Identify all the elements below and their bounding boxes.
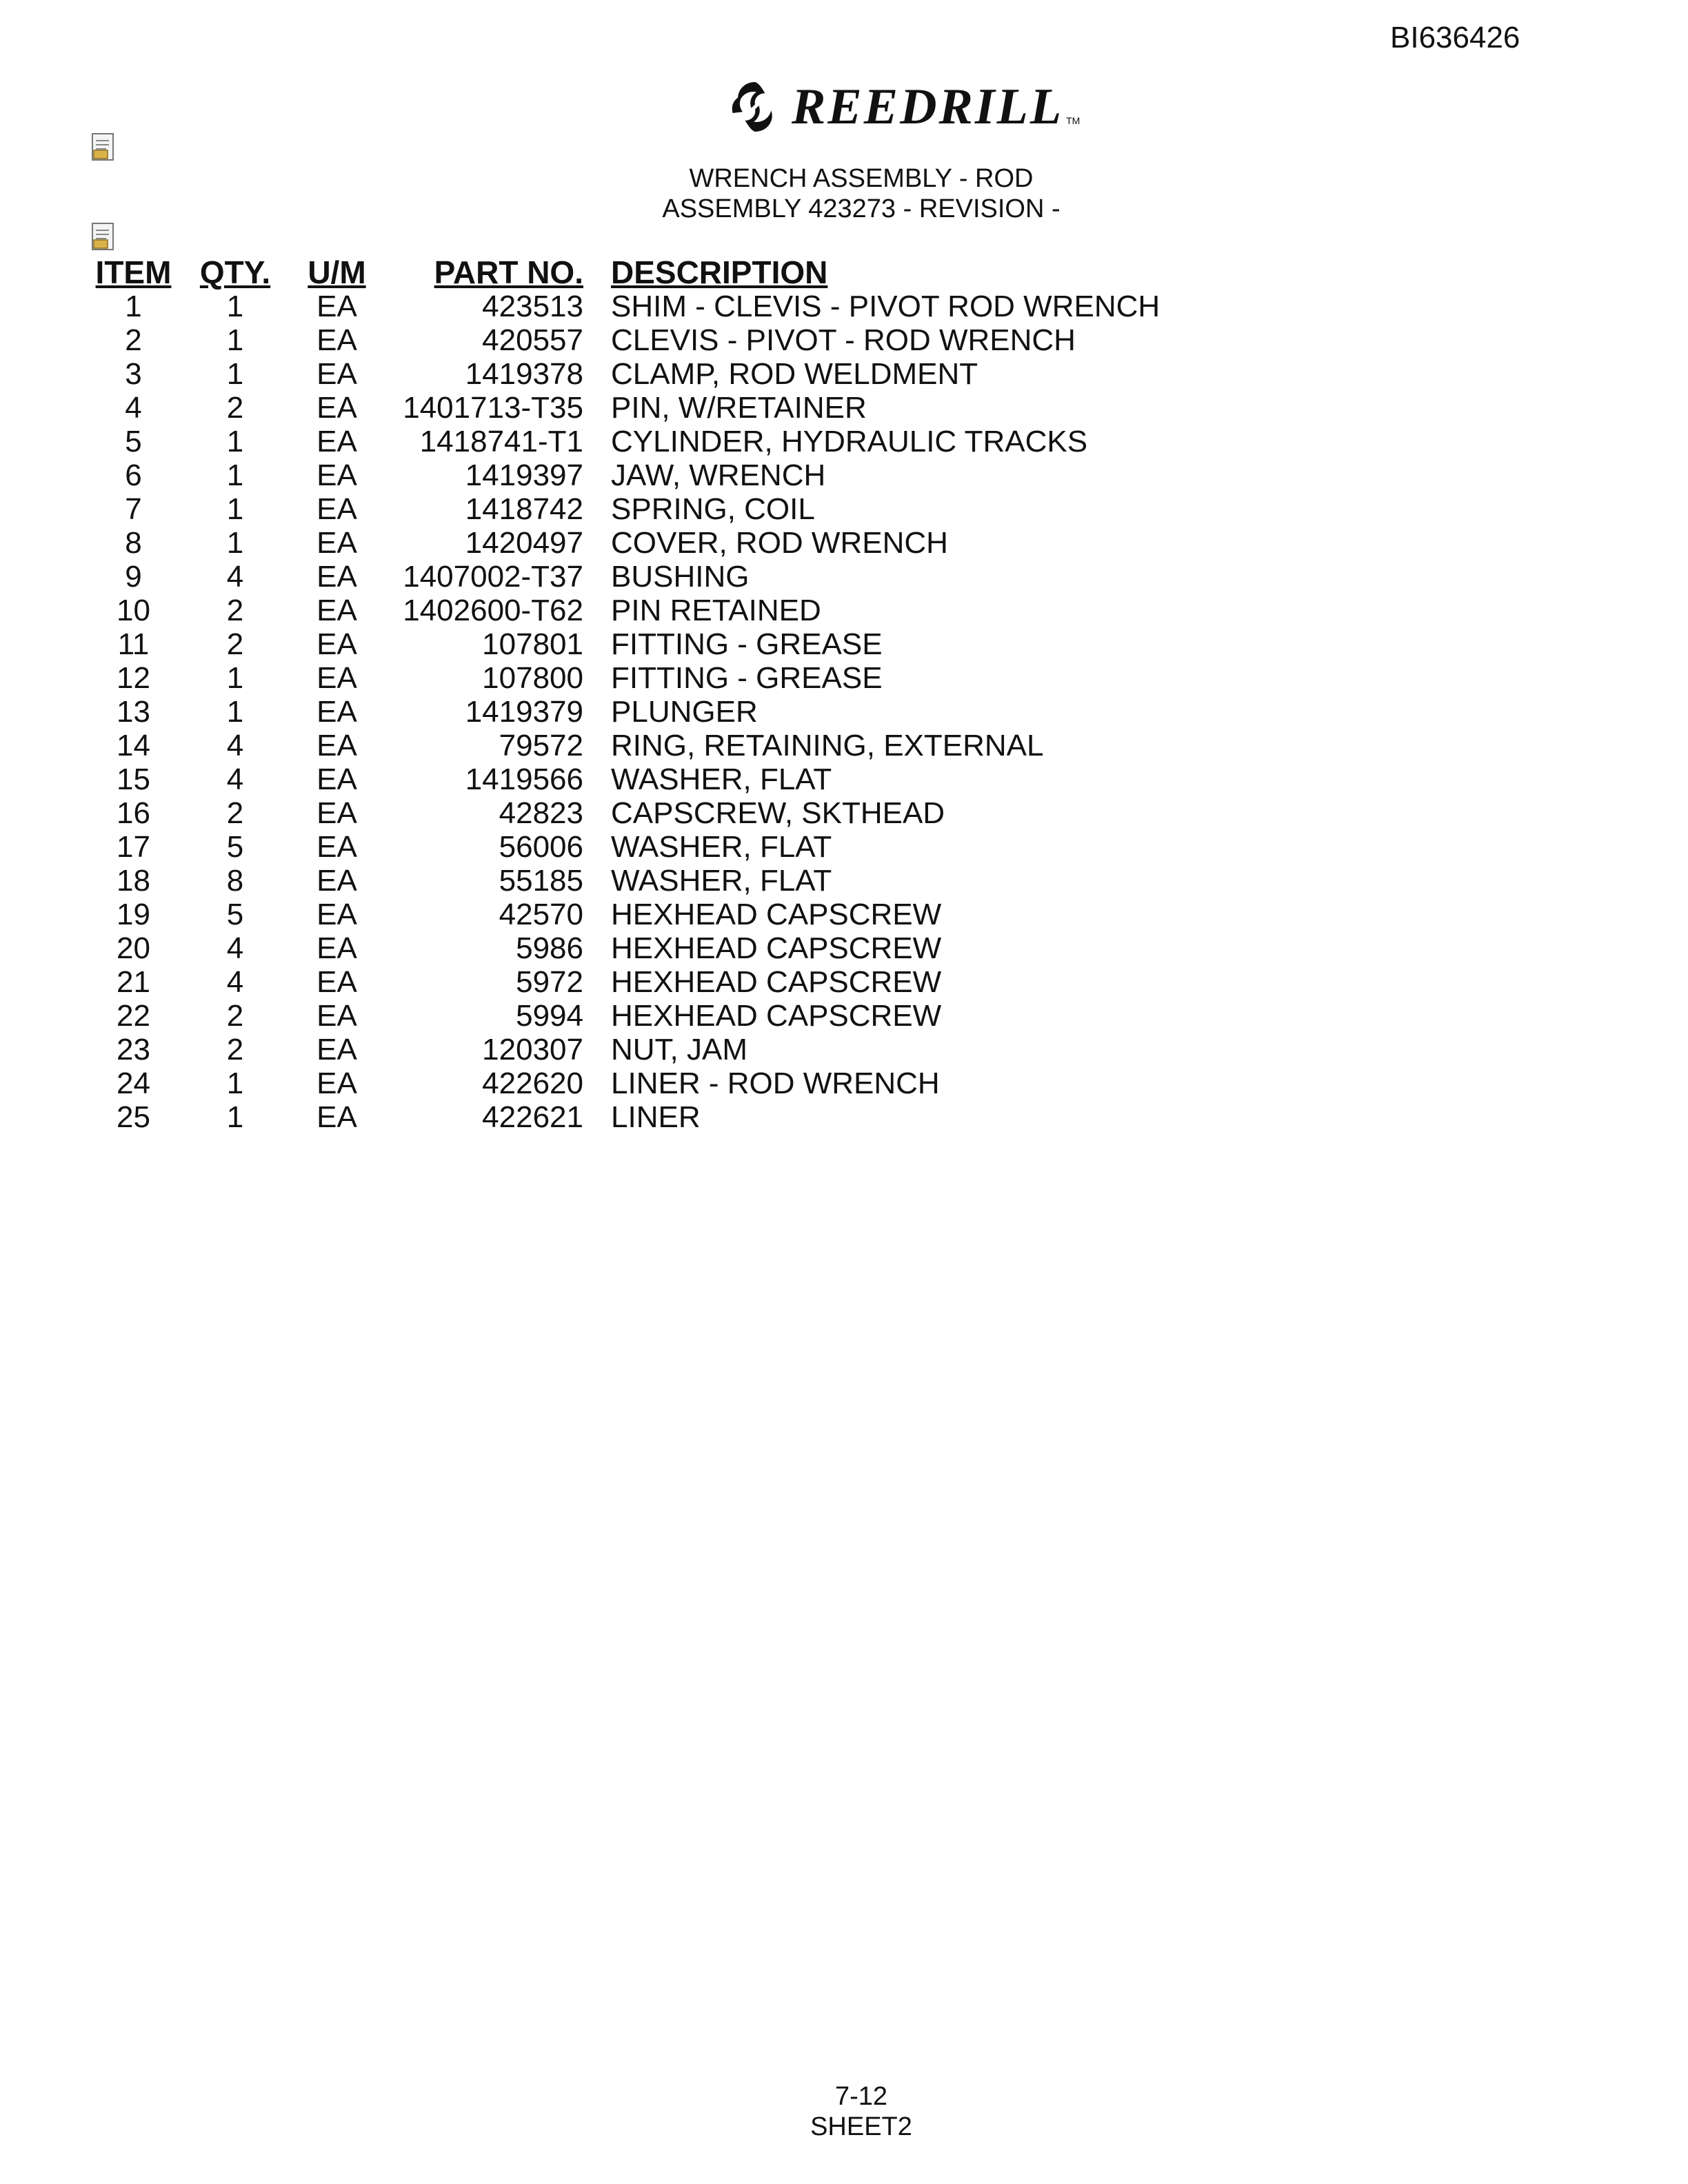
assembly-subtitle: ASSEMBLY 423273 - REVISION - [662,194,1061,223]
cell-part-no: 107801 [482,627,583,661]
cell-description: HEXHEAD CAPSCREW [611,931,942,965]
table-row [87,965,1232,999]
table-row [87,1066,1232,1100]
cell-item: 14 [117,729,150,762]
cell-part-no: 56006 [499,830,583,864]
cell-um: EA [316,661,357,695]
cell-um: EA [316,931,357,965]
cell-um: EA [316,391,357,425]
cell-qty: 8 [226,864,244,898]
table-row [87,830,1232,864]
cell-um: EA [316,357,357,391]
table-row [87,898,1232,931]
table-row [87,999,1232,1033]
cell-item: 22 [117,999,150,1033]
cell-um: EA [316,594,357,627]
table-row [87,357,1232,391]
page-number: 7-12 [834,2082,888,2111]
cell-description: PIN, W/RETAINER [611,391,867,425]
trademark-mark: TM [1066,115,1081,126]
assembly-title: WRENCH ASSEMBLY - ROD [689,164,1034,193]
cell-part-no: 5994 [516,999,583,1033]
cell-part-no: 5986 [516,931,583,965]
column-header-qty: QTY. [199,254,271,290]
cell-qty: 1 [226,290,244,323]
cell-um: EA [316,425,357,458]
cell-um: EA [316,627,357,661]
cell-item: 10 [117,594,150,627]
document-id: BI636426 [1390,21,1520,54]
document-attachment-icon[interactable] [91,222,117,251]
cell-item: 1 [125,290,142,323]
cell-um: EA [316,458,357,492]
cell-part-no: 79572 [499,729,583,762]
cell-um: EA [316,1033,357,1066]
cell-qty: 2 [226,1033,244,1066]
cell-qty: 4 [226,560,244,594]
cell-qty: 1 [226,1066,244,1100]
cell-qty: 1 [226,425,244,458]
column-header-part-no: PART NO. [434,254,583,290]
cell-um: EA [316,796,357,830]
cell-qty: 1 [226,661,244,695]
cell-item: 24 [117,1066,150,1100]
cell-um: EA [316,864,357,898]
cell-item: 12 [117,661,150,695]
cell-item: 17 [117,830,150,864]
table-row [87,762,1232,796]
table-row [87,729,1232,762]
table-row [87,627,1232,661]
column-header-item: ITEM [95,254,172,290]
cell-um: EA [316,1100,357,1134]
cell-um: EA [316,290,357,323]
cell-qty: 5 [226,898,244,931]
cell-part-no: 1418741-T1 [419,425,583,458]
cell-part-no: 422621 [482,1100,583,1134]
table-row [87,1100,1232,1134]
cell-description: JAW, WRENCH [611,458,826,492]
cell-description: CLEVIS - PIVOT - ROD WRENCH [611,323,1076,357]
cell-description: BUSHING [611,560,750,594]
cell-um: EA [316,729,357,762]
cell-description: FITTING - GREASE [611,661,883,695]
cell-part-no: 120307 [482,1033,583,1066]
table-row [87,526,1232,560]
cell-item: 16 [117,796,150,830]
cell-um: EA [316,898,357,931]
cell-qty: 5 [226,830,244,864]
cell-part-no: 1419566 [465,762,583,796]
cell-um: EA [316,762,357,796]
cell-part-no: 1419379 [465,695,583,729]
cell-item: 19 [117,898,150,931]
cell-part-no: 1419378 [465,357,583,391]
cell-um: EA [316,526,357,560]
cell-part-no: 420557 [482,323,583,357]
cell-description: RING, RETAINING, EXTERNAL [611,729,1044,762]
cell-description: HEXHEAD CAPSCREW [611,965,942,999]
parts-table [87,251,1232,1134]
cell-description: WASHER, FLAT [611,864,832,898]
cell-description: WASHER, FLAT [611,762,832,796]
cell-part-no: 107800 [482,661,583,695]
cell-um: EA [316,695,357,729]
cell-part-no: 1402600-T62 [403,594,583,627]
logo-wordmark: REEDRILL [792,78,1064,135]
cell-description: WASHER, FLAT [611,830,832,864]
cell-item: 5 [125,425,142,458]
cell-description: SHIM - CLEVIS - PIVOT ROD WRENCH [611,290,1160,323]
cell-item: 18 [117,864,150,898]
cell-description: COVER, ROD WRENCH [611,526,948,560]
cell-part-no: 1401713-T35 [403,391,583,425]
reedrill-logo [724,76,1080,138]
cell-qty: 4 [226,762,244,796]
cell-item: 4 [125,391,142,425]
cell-item: 8 [125,526,142,560]
cell-item: 3 [125,357,142,391]
table-row [87,560,1232,594]
cell-item: 15 [117,762,150,796]
cell-item: 23 [117,1033,150,1066]
cell-um: EA [316,492,357,526]
cell-qty: 1 [226,458,244,492]
column-header-um: U/M [308,254,366,290]
table-row [87,864,1232,898]
cell-qty: 2 [226,594,244,627]
cell-um: EA [316,560,357,594]
cell-qty: 2 [226,999,244,1033]
cell-part-no: 423513 [482,290,583,323]
table-row [87,425,1232,458]
column-header-description: DESCRIPTION [611,254,828,290]
cell-item: 7 [125,492,142,526]
cell-description: PIN RETAINED [611,594,821,627]
cell-qty: 1 [226,323,244,357]
table-row [87,290,1232,323]
cell-qty: 1 [226,357,244,391]
cell-part-no: 1407002-T37 [403,560,583,594]
cell-item: 25 [117,1100,150,1134]
table-row [87,931,1232,965]
cell-item: 6 [125,458,142,492]
cell-description: HEXHEAD CAPSCREW [611,898,942,931]
cell-description: CYLINDER, HYDRAULIC TRACKS [611,425,1088,458]
cell-qty: 2 [226,627,244,661]
table-row [87,695,1232,729]
cell-part-no: 42823 [499,796,583,830]
table-row [87,323,1232,357]
table-header-row [87,251,1232,290]
cell-item: 9 [125,560,142,594]
cell-qty: 1 [226,492,244,526]
cell-qty: 4 [226,729,244,762]
cell-um: EA [316,830,357,864]
sheet-label: SHEET2 [810,2112,912,2141]
cell-part-no: 42570 [499,898,583,931]
cell-description: LINER [611,1100,701,1134]
cell-part-no: 1420497 [465,526,583,560]
cell-qty: 4 [226,965,244,999]
cell-description: SPRING, COIL [611,492,815,526]
cell-part-no: 5972 [516,965,583,999]
cell-part-no: 1418742 [465,492,583,526]
cell-item: 2 [125,323,142,357]
table-row [87,391,1232,425]
cell-description: FITTING - GREASE [611,627,883,661]
cell-qty: 2 [226,796,244,830]
cell-description: NUT, JAM [611,1033,747,1066]
cell-qty: 1 [226,1100,244,1134]
cell-um: EA [316,323,357,357]
table-row [87,661,1232,695]
cell-item: 13 [117,695,150,729]
cell-qty: 2 [226,391,244,425]
cell-item: 20 [117,931,150,965]
cell-description: HEXHEAD CAPSCREW [611,999,942,1033]
table-row [87,594,1232,627]
cell-qty: 1 [226,695,244,729]
cell-qty: 1 [226,526,244,560]
cell-um: EA [316,999,357,1033]
table-row [87,1033,1232,1066]
cell-part-no: 55185 [499,864,583,898]
cell-qty: 4 [226,931,244,965]
cell-part-no: 422620 [482,1066,583,1100]
reedrill-swirl-logo-icon [724,76,786,138]
cell-um: EA [316,1066,357,1100]
cell-description: PLUNGER [611,695,758,729]
cell-description: CAPSCREW, SKTHEAD [611,796,945,830]
cell-description: CLAMP, ROD WELDMENT [611,357,978,391]
table-row [87,492,1232,526]
document-attachment-icon[interactable] [91,132,117,161]
cell-um: EA [316,965,357,999]
cell-item: 11 [117,627,150,661]
table-row [87,458,1232,492]
cell-item: 21 [117,965,150,999]
table-row [87,796,1232,830]
cell-part-no: 1419397 [465,458,583,492]
cell-description: LINER - ROD WRENCH [611,1066,940,1100]
